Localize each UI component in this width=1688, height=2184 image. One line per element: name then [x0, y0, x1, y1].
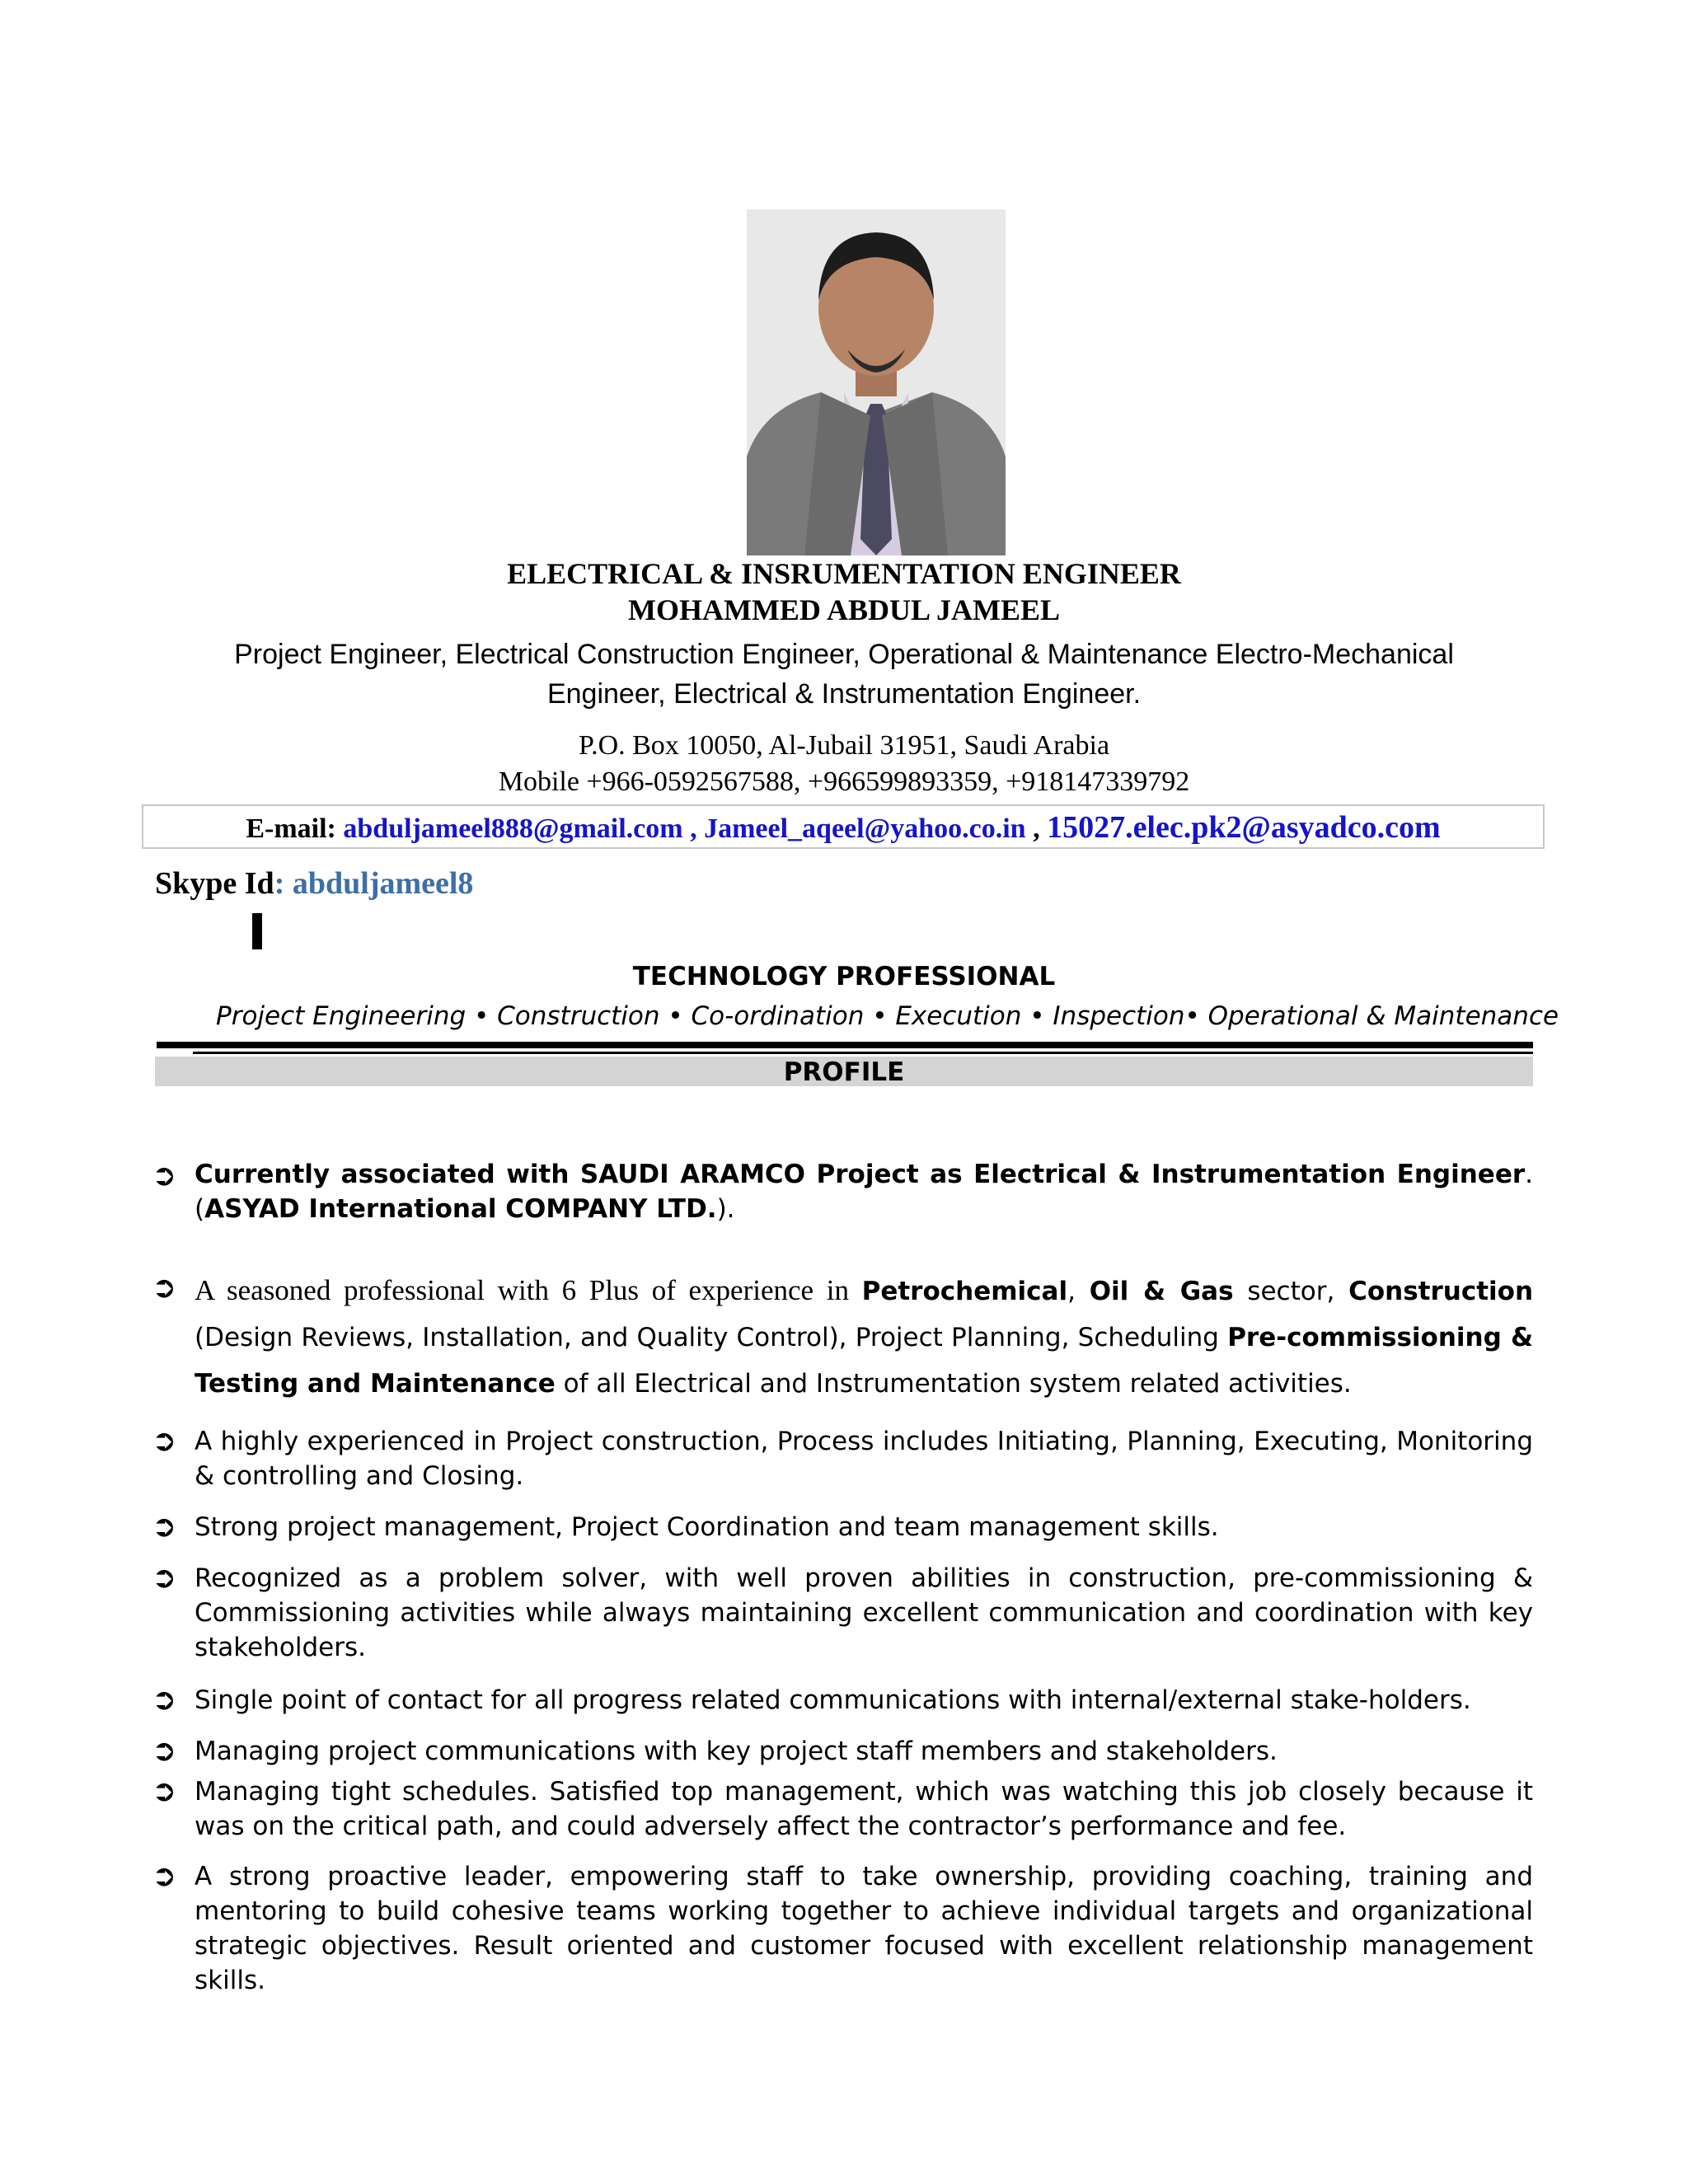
profile-item-text: of all Electrical and Instrumentation system related activities.	[555, 1369, 1352, 1399]
text-cursor-mark	[252, 913, 262, 949]
email-label: E-mail:	[246, 813, 336, 844]
profile-item: Single point of contact for all progress related communications with internal/external stake-holders.	[195, 1685, 1471, 1715]
profile-item-bold: ASYAD International COMPANY LTD.	[204, 1194, 717, 1224]
profile-item-text: sector,	[1233, 1277, 1349, 1306]
profile-photo	[747, 209, 1006, 555]
arrow-bullet-icon: ➲	[152, 1683, 177, 1717]
technology-title: TECHNOLOGY PROFESSIONAL	[632, 962, 1056, 991]
arrow-bullet-icon: ➲	[152, 1859, 177, 1893]
profile-item	[195, 1157, 1533, 1226]
arrow-bullet-icon: ➲	[152, 1510, 177, 1544]
postal-address: P.O. Box 10050, Al-Jubail 31951, Saudi Arabia	[578, 730, 1110, 761]
email-link-yahoo[interactable]: Jameel_aqeel@yahoo.co.in	[704, 813, 1026, 844]
email-separator: ,	[690, 813, 697, 844]
profile-item: Strong project management, Project Coordination and team management skills.	[195, 1512, 1219, 1542]
profile-heading: PROFILE	[155, 1057, 1533, 1086]
technology-skills: Project Engineering • Construction • Co-ordination • Execution • Inspection• Operational & Maintenance	[216, 1001, 1559, 1031]
profile-item-lead: A seasoned professional with 6 Plus of experience in	[195, 1274, 862, 1306]
arrow-bullet-icon: ➲	[152, 1734, 177, 1768]
profile-item: Managing tight schedules. Satisfied top management, which was watching this job closely because it was on the critical path, and could adversely affect the contractor’s performance and fee.	[195, 1777, 1533, 1841]
profile-item: A strong proactive leader, empowering staff to take ownership, providing coaching, training and mentoring to build cohesive teams working together to achieve individual targets and organizational strategic objectives. Result oriented and customer focused with excellent relationship management skills.	[195, 1862, 1533, 1995]
divider-thick	[157, 1042, 1533, 1048]
email-line	[143, 806, 1543, 851]
arrow-bullet-icon: ➲	[152, 1424, 177, 1458]
profile-item-bold: Construction	[1348, 1277, 1534, 1306]
profile-item-bold: Pre-commissioning & Testing and Maintenance	[195, 1323, 1533, 1399]
profile-item-bold: Oil & Gas	[1089, 1277, 1234, 1306]
email-link-gmail[interactable]: abduljameel888@gmail.com	[343, 813, 683, 844]
profile-item-text: . (	[195, 1160, 1533, 1224]
portrait-image	[747, 209, 1006, 555]
profile-item-bold: Currently associated with SAUDI ARAMCO Project as Electrical & Instrumentation Engineer	[195, 1160, 1526, 1189]
arrow-bullet-icon: ➲	[152, 1271, 177, 1305]
skype-label: Skype Id	[155, 866, 274, 901]
job-title: ELECTRICAL & INSRUMENTATION ENGINEER	[507, 557, 1181, 590]
profile-item: Recognized as a problem solver, with well proven abilities in construction, pre-commissioning & Commissioning activities while always maintaining excellent communication and coordination with key stakeholders.	[195, 1563, 1533, 1662]
candidate-name: MOHAMMED ABDUL JAMEEL	[627, 593, 1060, 626]
email-separator: ,	[1033, 813, 1040, 844]
email-box	[142, 804, 1545, 849]
arrow-bullet-icon: ➲	[152, 1561, 177, 1595]
roles-summary: Project Engineer, Electrical Construction Engineer, Operational & Maintenance Electro-Mechanical Engineer, Electrical & Instrumentation Engineer.	[234, 639, 1454, 710]
profile-item-text: ,	[1067, 1277, 1090, 1306]
profile-item: A highly experienced in Project construction, Process includes Initiating, Planning, Executing, Monitoring & controlling and Closing.	[195, 1427, 1533, 1491]
profile-item: Managing project communications with key project staff members and stakeholders.	[195, 1736, 1278, 1766]
arrow-bullet-icon: ➲	[152, 1159, 177, 1193]
profile-item-bold: Petrochemical	[861, 1277, 1068, 1306]
skype-id[interactable]: : abduljameel8	[274, 866, 474, 901]
profile-item-text: ).	[716, 1194, 735, 1224]
arrow-bullet-icon: ➲	[152, 1774, 177, 1808]
divider-thin	[193, 1052, 1533, 1054]
skype-line	[155, 860, 473, 907]
profile-item-text: (Design Reviews, Installation, and Quality Control), Project Planning, Scheduling	[195, 1323, 1228, 1352]
email-link-asyadco[interactable]: 15027.elec.pk2@asyadco.com	[1047, 810, 1441, 845]
mobile-numbers: Mobile +966-0592567588, +966599893359, +918147339792	[498, 766, 1190, 797]
profile-item	[195, 1268, 1533, 1407]
